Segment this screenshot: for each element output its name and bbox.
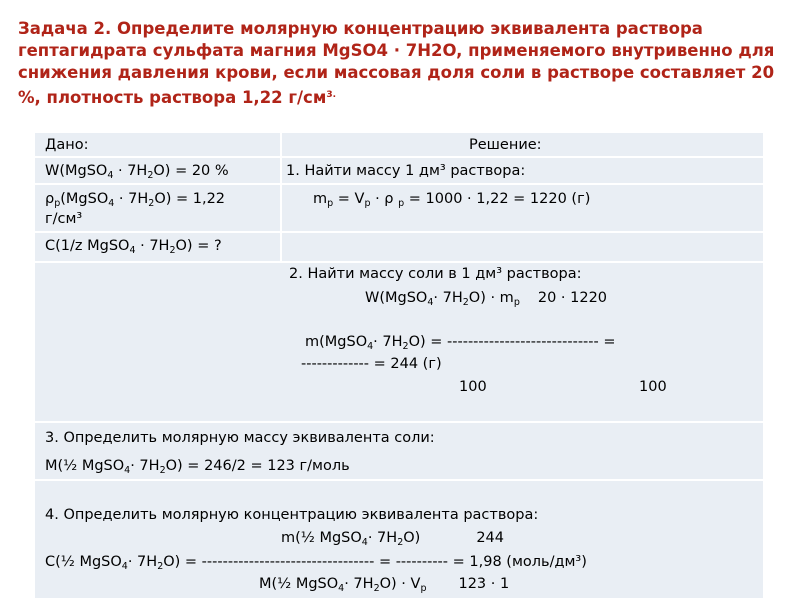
text: 244	[476, 530, 504, 546]
text: 20 · 1220	[537, 290, 608, 306]
subscript: 2	[147, 170, 154, 181]
subscript: 4	[367, 341, 374, 352]
text: M(½ MgSO	[259, 576, 339, 592]
text: · 7H	[130, 458, 160, 474]
text: m(MgSO	[305, 334, 368, 350]
text: O) = 246/2 = 123 г/моль	[165, 458, 350, 474]
step-2-heading: 2. Найти массу соли в 1 дм³ раствора:	[289, 266, 582, 282]
solution-table	[35, 133, 763, 598]
subscript: 4	[108, 198, 115, 209]
title-line-4	[18, 84, 788, 109]
title-line-4-tail: 3.	[326, 90, 336, 100]
step-2-result: ------------- = 244 (г)	[301, 356, 442, 372]
text: O) = ----------------------------- =	[408, 334, 616, 350]
text: C(½ MgSO	[45, 554, 122, 570]
text: M(½ MgSO	[45, 458, 125, 474]
subscript: р	[364, 198, 371, 209]
text: O) · V	[379, 576, 421, 592]
row-divider	[35, 261, 763, 263]
column-divider	[280, 133, 282, 261]
step-4-formula	[45, 553, 587, 571]
given-mass-fraction	[45, 162, 229, 180]
text: O) = ?	[175, 238, 222, 254]
subscript: 2	[148, 198, 155, 209]
row-divider	[35, 479, 763, 481]
text: · 7H	[127, 554, 158, 570]
title-line-1: Задача 2. Определите молярную концентрацию эквивалента раствора	[18, 19, 703, 38]
given-density-unit: г/см³	[45, 211, 83, 227]
subscript: 2	[169, 245, 176, 256]
row-divider	[35, 156, 763, 158]
subscript: 4	[129, 245, 136, 256]
row-divider	[35, 231, 763, 233]
text: 123 · 1	[458, 576, 510, 592]
text: O) = 1,22	[154, 191, 226, 207]
step-2-denominator: 100	[459, 379, 487, 395]
text: O) · m	[468, 290, 514, 306]
text: W(MgSO	[365, 290, 428, 306]
text: (MgSO	[60, 191, 109, 207]
step-4-numerator	[281, 529, 504, 547]
step-2-numerator	[365, 289, 607, 307]
subscript: 2	[157, 561, 164, 572]
subscript: 4	[427, 297, 434, 308]
step-2-denominator: 100	[639, 379, 667, 395]
title-line-3: снижения давления крови, если массовая доля соли в растворе составляет 20	[18, 63, 775, 82]
given-unknown	[45, 237, 222, 255]
text: · ρ	[370, 191, 399, 207]
subscript: 4	[338, 583, 345, 594]
text: · 7H	[135, 238, 170, 254]
text: O)	[403, 530, 421, 546]
text: W(MgSO	[45, 163, 108, 179]
step-3-formula	[45, 457, 350, 475]
step-4-denominator	[259, 575, 509, 593]
subscript: р	[398, 198, 405, 209]
text: = V	[333, 191, 365, 207]
text: · 7H	[344, 576, 374, 592]
subscript: р	[327, 198, 334, 209]
text: m	[313, 191, 328, 207]
given-header: Дано:	[45, 137, 89, 153]
title-line-4-text: %, плотность раствора 1,22 г/см	[18, 88, 327, 107]
text: = 1000 · 1,22 = 1220 (г)	[404, 191, 591, 207]
text: · 7H	[367, 530, 398, 546]
text: · 7H	[433, 290, 463, 306]
text: · 7H	[113, 163, 148, 179]
subscript: 2	[402, 341, 409, 352]
subscript: 4	[121, 561, 128, 572]
subscript: 2	[159, 465, 166, 476]
text: m(½ MgSO	[281, 530, 362, 546]
subscript: р	[54, 198, 61, 209]
subscript: 4	[107, 170, 114, 181]
text: · 7H	[373, 334, 403, 350]
subscript: 2	[373, 583, 380, 594]
row-divider	[35, 183, 763, 185]
title-line-2: гептагидрата сульфата магния MgSO4 · 7H2O, применяемого внутривенно для	[18, 41, 775, 60]
task-title	[18, 18, 788, 109]
step-2-formula	[305, 333, 616, 351]
step-3-heading: 3. Определить молярную массу эквивалента соли:	[45, 430, 435, 446]
subscript: р	[420, 583, 427, 594]
subscript: 4	[361, 537, 368, 548]
subscript: 2	[462, 297, 469, 308]
step-1-heading: 1. Найти массу 1 дм³ раствора:	[286, 163, 526, 179]
subscript: 2	[397, 537, 404, 548]
subscript: р	[513, 297, 520, 308]
text: C(1/z MgSO	[45, 238, 130, 254]
subscript: 4	[124, 465, 131, 476]
row-divider	[35, 421, 763, 423]
text: · 7H	[114, 191, 149, 207]
given-density	[45, 190, 225, 208]
text: ρ	[45, 191, 55, 207]
solution-header: Решение:	[469, 137, 542, 153]
text: O) = --------------------------------- = ---------- = 1,98 (моль/дм³)	[163, 554, 587, 570]
text: O) = 20 %	[153, 163, 229, 179]
step-1-formula	[313, 190, 590, 208]
step-4-heading: 4. Определить молярную концентрацию эквивалента раствора:	[45, 507, 539, 523]
